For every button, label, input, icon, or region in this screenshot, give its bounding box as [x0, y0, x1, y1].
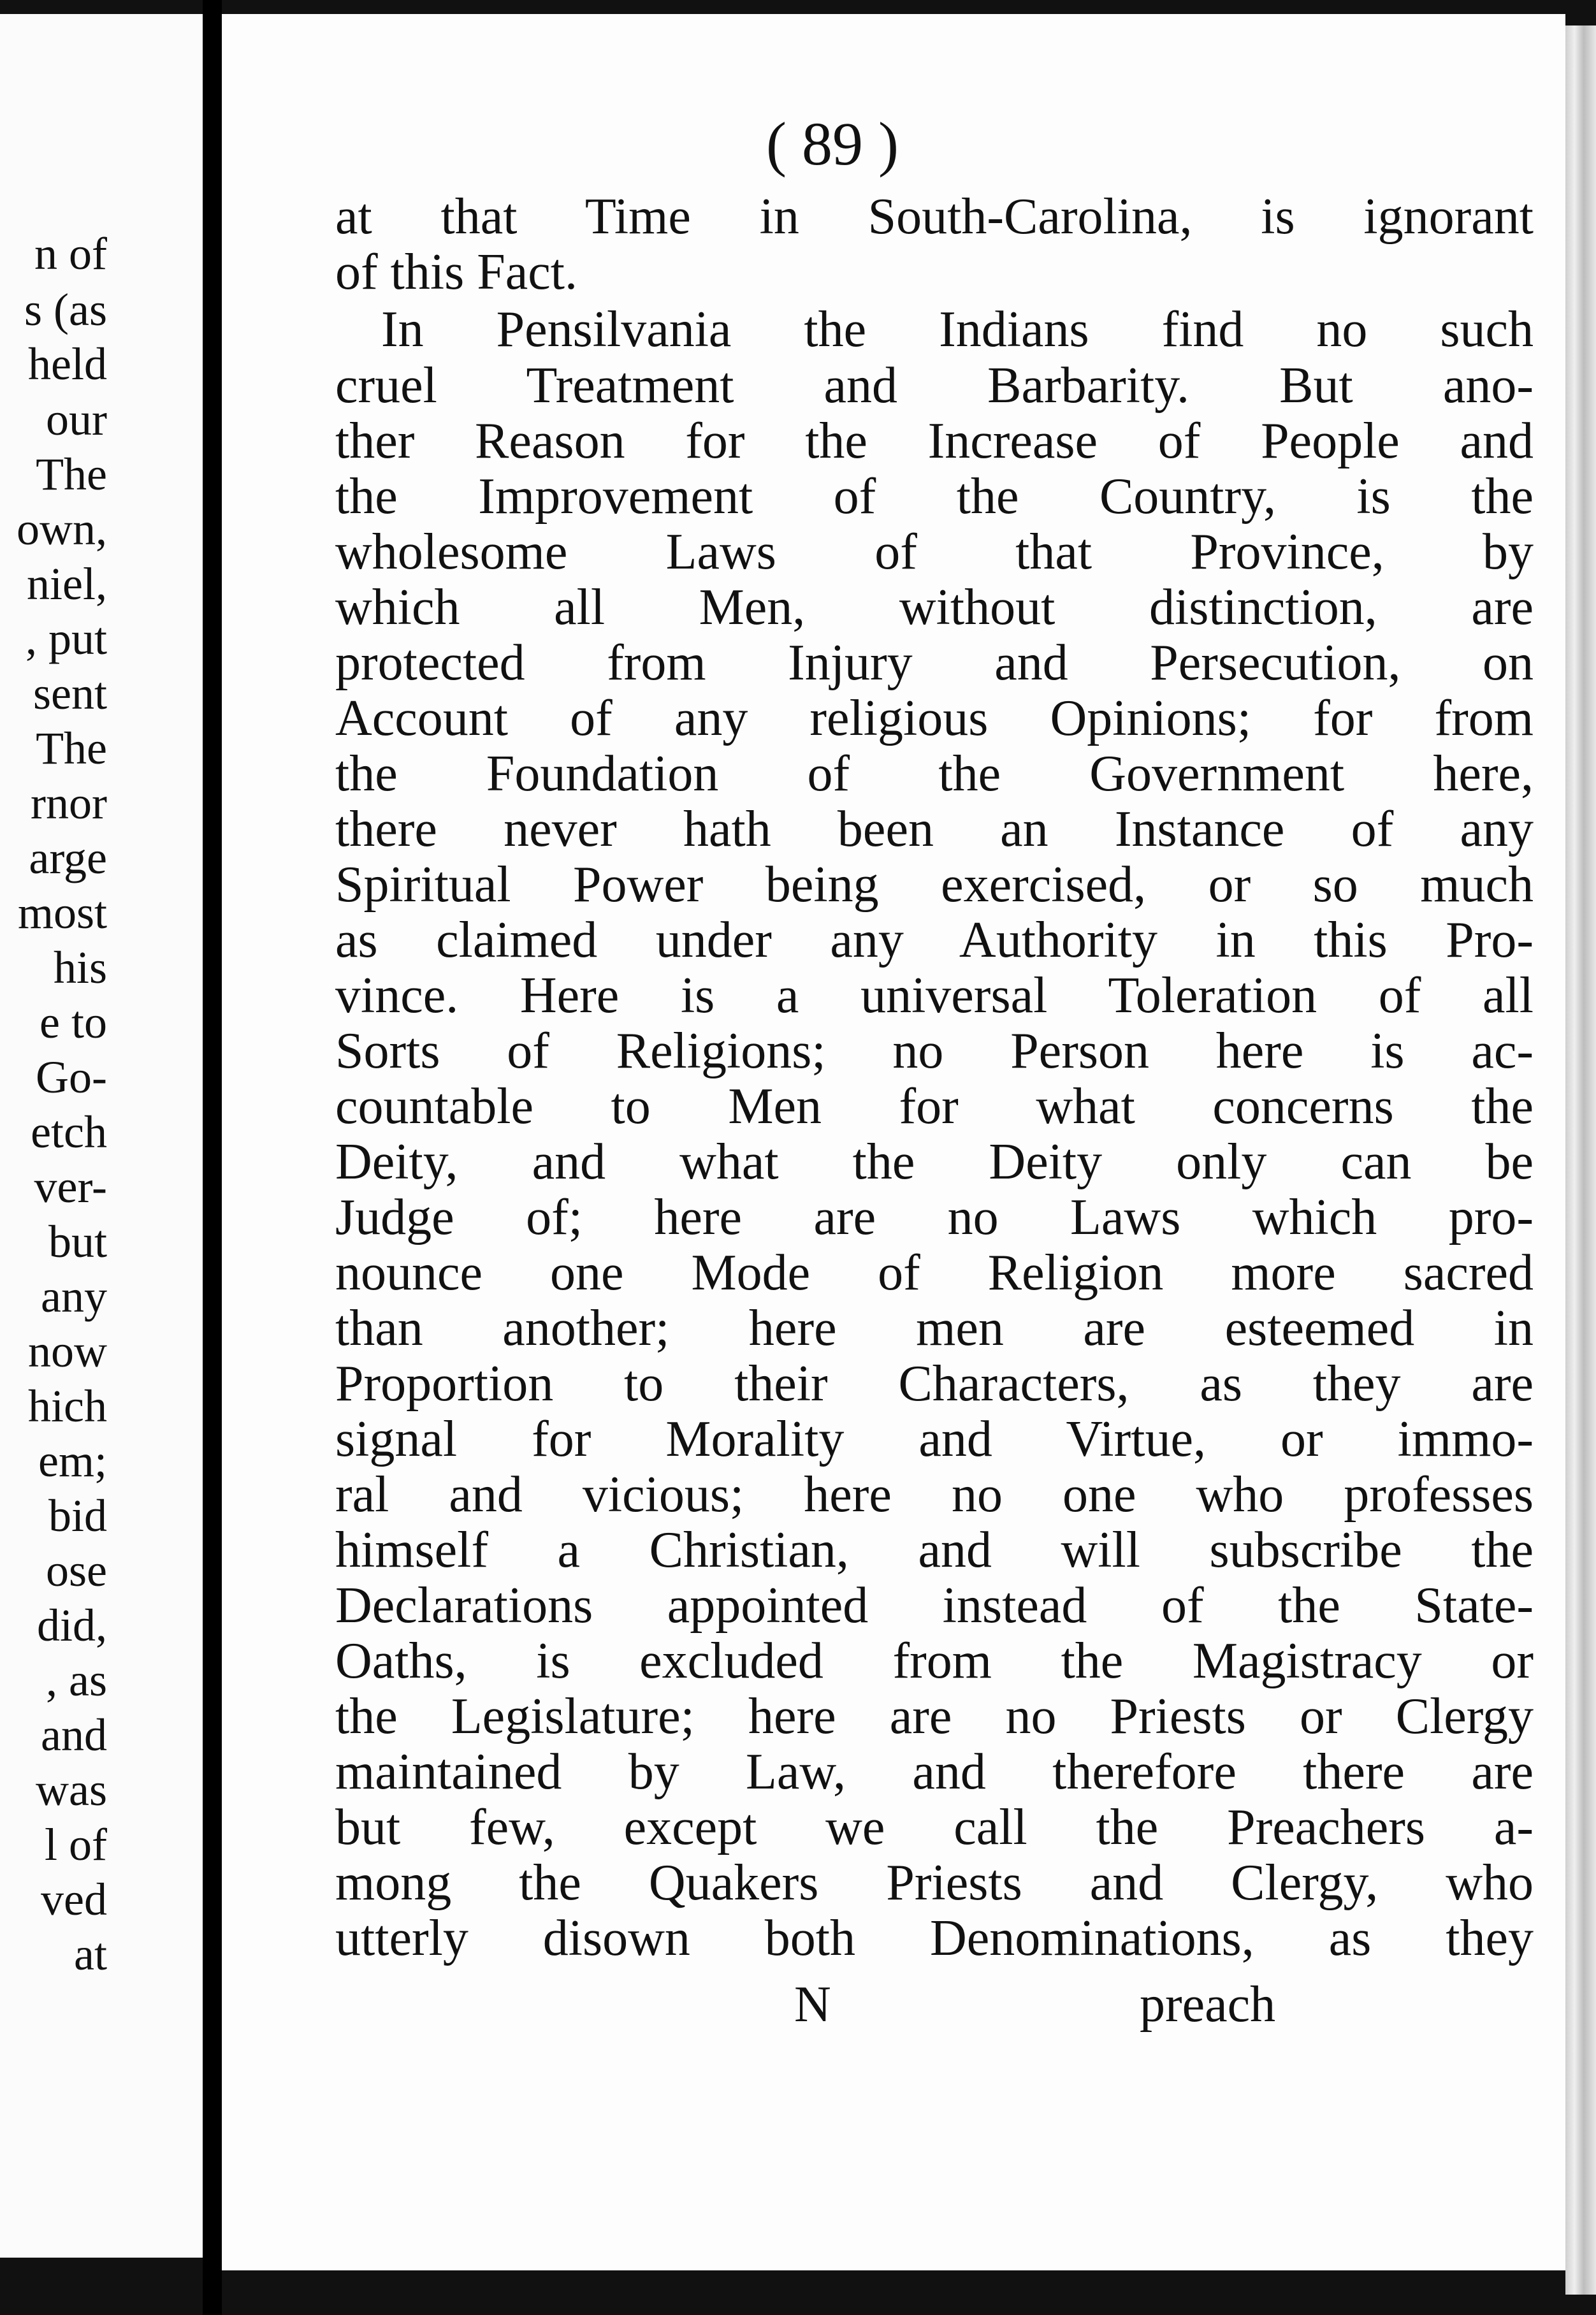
left-page-fragment: bid: [48, 1490, 107, 1541]
left-page-fragment: ver-: [34, 1161, 107, 1212]
text-line: Sorts of Religions; no Person here is ac-: [335, 1023, 1534, 1079]
left-page-fragment: niel,: [27, 558, 107, 609]
text-line: Judge of; here are no Laws which pro-: [335, 1189, 1534, 1245]
left-page-fragment: em;: [38, 1435, 107, 1486]
text-line: maintained by Law, and therefore there are: [335, 1744, 1534, 1800]
left-page-fragment: s (as: [24, 284, 107, 335]
text-line: the Legislature; here are no Priests or Clergy: [335, 1688, 1534, 1745]
left-page-edge: [0, 14, 203, 2258]
text-line: Proportion to their Characters, as they are: [335, 1356, 1534, 1412]
text-line: nounce one Mode of Religion more sacred: [335, 1245, 1534, 1301]
left-page-fragment: , put: [25, 613, 107, 664]
left-page-fragment: most: [17, 887, 107, 938]
text-line: ral and vicious; here no one who professes: [335, 1467, 1534, 1523]
text-line: the Foundation of the Government here,: [335, 746, 1534, 802]
text-line: there never hath been an Instance of any: [335, 801, 1534, 857]
left-page-fragment: but: [48, 1216, 107, 1267]
left-page-fragment: l of: [45, 1819, 107, 1870]
text-line: ther Reason for the Increase of People and: [335, 413, 1534, 469]
right-page: [222, 14, 1565, 2270]
text-line: vince. Here is a universal Toleration of all: [335, 968, 1534, 1024]
left-page-fragment: The: [36, 723, 107, 774]
left-page-fragment: own,: [17, 504, 107, 555]
left-page-fragment: , as: [46, 1655, 107, 1706]
text-line: utterly disown both Denominations, as they: [335, 1910, 1534, 1966]
left-page-fragment: The: [36, 449, 107, 500]
left-page-fragment: and: [41, 1709, 107, 1760]
text-line: cruel Treatment and Barbarity. But ano-: [335, 358, 1534, 414]
text-line: protected from Injury and Persecution, on: [335, 635, 1534, 691]
text-line: In Pensilvania the Indians find no such: [381, 301, 1534, 358]
left-page-fragment: Go-: [36, 1052, 107, 1103]
left-page-fragment: now: [28, 1326, 107, 1377]
text-line: Declarations appointed instead of the State-: [335, 1578, 1534, 1634]
left-page-fragment: his: [53, 942, 107, 993]
signature-mark: N: [794, 1977, 831, 2033]
left-page-fragment: was: [36, 1764, 107, 1815]
left-page-fragment: etch: [31, 1107, 107, 1158]
text-line: Deity, and what the Deity only can be: [335, 1134, 1534, 1190]
text-line: but few, except we call the Preachers a-: [335, 1799, 1534, 1855]
text-line: than another; here men are esteemed in: [335, 1300, 1534, 1356]
catchword: preach: [1140, 1977, 1276, 2033]
text-line: which all Men, without distinction, are: [335, 579, 1534, 635]
left-page-fragment: hich: [28, 1381, 107, 1432]
text-line: mong the Quakers Priests and Clergy, who: [335, 1855, 1534, 1911]
text-line: Spiritual Power being exercised, or so much: [335, 857, 1534, 913]
book-spine: [203, 0, 222, 2315]
left-page-fragment: e to: [40, 997, 107, 1048]
text-line: the Improvement of the Country, is the: [335, 468, 1534, 525]
page-edge-stack: [1565, 25, 1596, 2295]
left-page-fragment: at: [74, 1929, 107, 1980]
left-page-fragment: arge: [29, 832, 107, 883]
text-line: as claimed under any Authority in this Pro-: [335, 912, 1534, 968]
text-line: himself a Christian, and will subscribe the: [335, 1522, 1534, 1578]
left-page-fragment: n of: [34, 228, 107, 279]
left-page-fragment: held: [28, 338, 107, 389]
left-page-fragment: ose: [46, 1545, 107, 1596]
text-line: Oaths, is excluded from the Magistracy or: [335, 1633, 1534, 1689]
left-page-fragment: ved: [41, 1874, 107, 1925]
text-line: at that Time in South-Carolina, is ignorant: [335, 189, 1534, 245]
text-line: countable to Men for what concerns the: [335, 1078, 1534, 1135]
page-number: ( 89 ): [766, 110, 899, 178]
left-page-fragment: sent: [33, 668, 107, 719]
left-page-fragment: any: [41, 1271, 107, 1322]
left-page-fragment: rnor: [31, 778, 107, 829]
text-line: wholesome Laws of that Province, by: [335, 524, 1534, 580]
text-line: Account of any religious Opinions; for from: [335, 690, 1534, 746]
text-line: of this Fact.: [335, 244, 577, 300]
left-page-fragment: did,: [36, 1600, 107, 1651]
left-page-fragment: our: [46, 394, 107, 445]
text-line: signal for Morality and Virtue, or immo-: [335, 1411, 1534, 1467]
